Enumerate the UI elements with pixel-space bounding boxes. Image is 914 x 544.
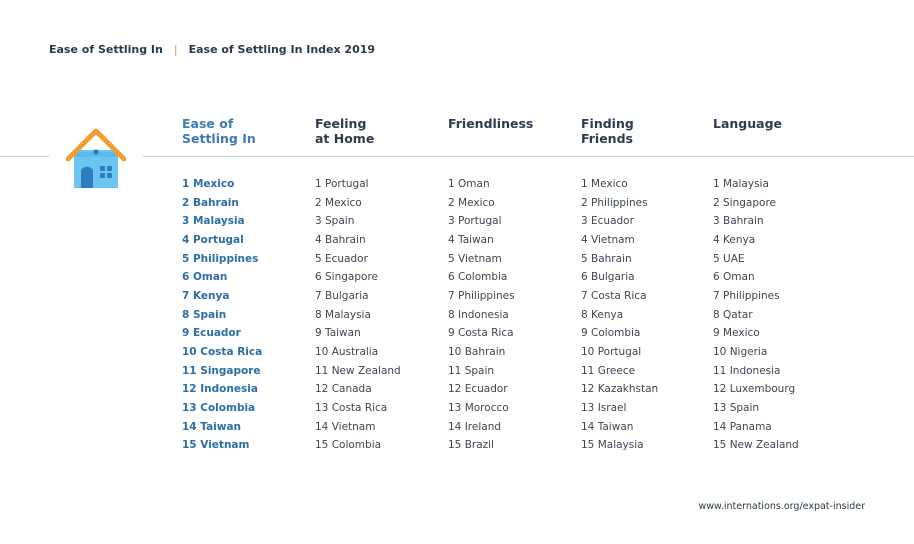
column-finding-friends (581, 116, 711, 452)
list-item: 9 Ecuador (182, 327, 241, 340)
list-item: 12 Ecuador (448, 383, 508, 396)
list-item: 10 Costa Rica (182, 345, 263, 358)
column-heading: Friendliness (448, 116, 534, 131)
list-item: 3 Spain (315, 215, 355, 228)
list-item: 12 Luxembourg (713, 383, 796, 396)
list-item: 1 Mexico (182, 178, 235, 190)
list-item: 15 Brazil (448, 439, 494, 452)
list-item: 5 Ecuador (315, 252, 368, 265)
list-item: 1 Malaysia (713, 178, 769, 190)
list-item: 5 Vietnam (448, 252, 502, 265)
list-item: 11 Greece (581, 364, 636, 377)
list-item: 2 Bahrain (182, 196, 239, 209)
list-item: 13 Costa Rica (315, 401, 388, 414)
list-item: 2 Philippines (581, 196, 648, 209)
list-item: 2 Mexico (448, 196, 495, 209)
list-item: 8 Qatar (713, 308, 753, 321)
list-item: 11 Spain (448, 364, 495, 377)
list-item: 14 Panama (713, 420, 772, 433)
list-item: 2 Singapore (713, 196, 776, 209)
list-item: 3 Ecuador (581, 215, 634, 228)
list-item: 7 Kenya (182, 289, 230, 302)
list-item: 10 Australia (315, 345, 379, 358)
list-item: 8 Malaysia (315, 308, 371, 321)
list-item: 7 Philippines (713, 289, 780, 302)
list-item: 1 Portugal (315, 178, 369, 190)
list-item: 8 Indonesia (448, 308, 509, 321)
list-item: 3 Portugal (448, 215, 502, 228)
list-item: 9 Mexico (713, 327, 760, 340)
list-item: 6 Singapore (315, 271, 378, 284)
list-item: 7 Costa Rica (581, 289, 647, 302)
list-item: 4 Bahrain (315, 233, 366, 246)
ranking-list (182, 175, 262, 455)
list-item: 14 Taiwan (182, 420, 242, 433)
ranking-list (581, 175, 658, 455)
list-item: 6 Colombia (448, 271, 508, 284)
list-item: 9 Colombia (581, 327, 641, 340)
list-item: 15 New Zealand (713, 439, 799, 452)
list-item: 13 Morocco (448, 401, 509, 414)
column-heading: Language (713, 116, 783, 131)
list-item: 1 Mexico (581, 178, 628, 190)
list-item: 7 Bulgaria (315, 289, 369, 302)
list-item: 2 Mexico (315, 196, 362, 209)
list-item: 9 Taiwan (315, 327, 361, 340)
list-item: 9 Costa Rica (448, 327, 514, 340)
list-item: 11 New Zealand (315, 364, 401, 377)
list-item: 10 Nigeria (713, 345, 768, 358)
list-item: 14 Taiwan (581, 420, 634, 433)
list-item: 4 Portugal (182, 233, 244, 246)
list-item: 10 Bahrain (448, 345, 506, 358)
list-item: 13 Israel (581, 401, 627, 414)
list-item: 5 UAE (713, 252, 745, 265)
ranking-list (315, 175, 401, 455)
page-header (49, 43, 375, 56)
list-item: 6 Oman (182, 271, 228, 284)
list-item: 11 Singapore (182, 364, 261, 377)
ranking-list (713, 175, 799, 455)
list-item: 12 Canada (315, 383, 372, 396)
divider-left (0, 156, 49, 157)
list-item: 5 Philippines (182, 252, 259, 265)
column-heading: Feeling at Home (315, 116, 375, 146)
list-item: 4 Vietnam (581, 233, 635, 246)
ranking-list (448, 175, 515, 455)
column-heading: Finding Friends (581, 116, 634, 146)
list-item: 5 Bahrain (581, 252, 632, 265)
list-item: 11 Indonesia (713, 364, 781, 377)
list-item: 14 Vietnam (315, 420, 376, 433)
list-item: 8 Kenya (581, 308, 624, 321)
list-item: 10 Portugal (581, 345, 642, 358)
list-item: 15 Vietnam (182, 439, 250, 452)
source-url: www.internations.org/expat-insider (698, 501, 865, 512)
list-item: 4 Taiwan (448, 233, 494, 246)
list-item: 8 Spain (182, 308, 227, 321)
column-friendliness (448, 116, 578, 452)
list-item: 4 Kenya (713, 233, 756, 246)
list-item: 13 Colombia (182, 401, 256, 414)
section-label: Ease of Settling In (49, 43, 163, 56)
list-item: 3 Malaysia (182, 215, 245, 228)
column-feeling-at-home (315, 116, 445, 452)
header-separator: | (173, 43, 178, 56)
list-item: 1 Oman (448, 178, 490, 190)
column-heading: Ease of Settling In (182, 116, 256, 146)
list-item: 3 Bahrain (713, 215, 764, 228)
list-item: 15 Colombia (315, 439, 382, 452)
column-ease-of-settling-in (182, 116, 312, 452)
column-language (713, 116, 843, 452)
list-item: 6 Oman (713, 271, 755, 284)
list-item: 7 Philippines (448, 289, 515, 302)
list-item: 12 Kazakhstan (581, 383, 659, 396)
list-item: 13 Spain (713, 401, 760, 414)
list-item: 12 Indonesia (182, 383, 258, 396)
list-item: 6 Bulgaria (581, 271, 635, 284)
list-item: 15 Malaysia (581, 439, 644, 452)
house-icon (66, 128, 126, 190)
page-title: Ease of Settling In Index 2019 (188, 43, 376, 56)
list-item: 14 Ireland (448, 420, 502, 433)
